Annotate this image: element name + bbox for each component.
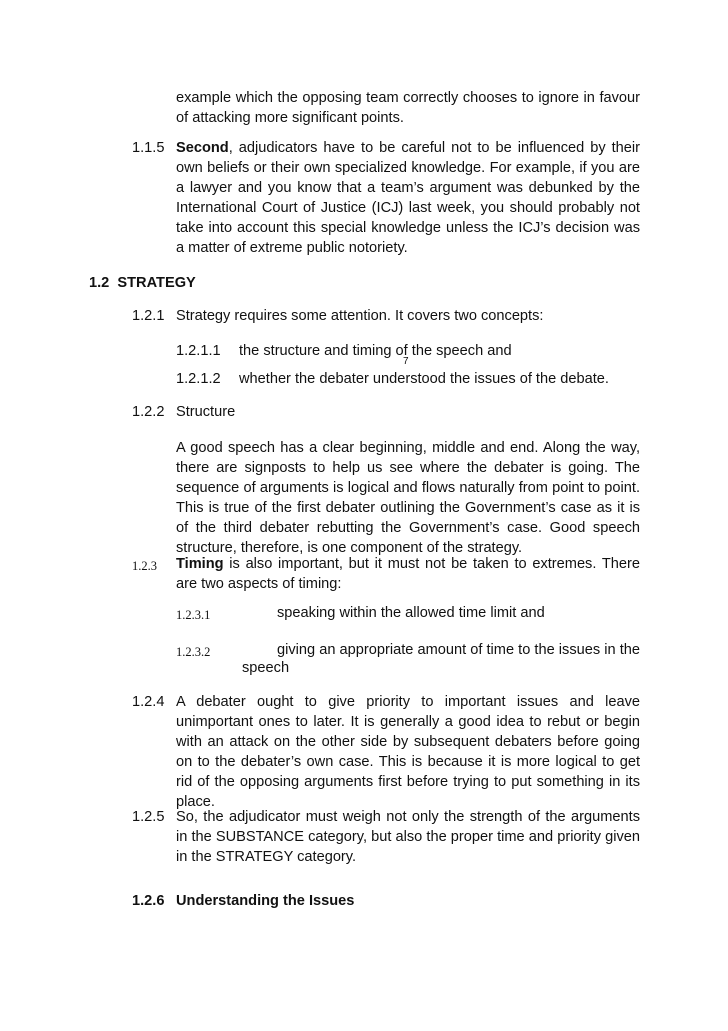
section-heading (89, 273, 196, 293)
subitem-number: 1.2.1.2 (176, 371, 221, 387)
section-1-2-4-paragraph: A debater ought to give priority to important issues and leave unimportant ones to later. It is generally a good idea to rebut or begin with an attack on the other side by subsequent debaters before going on to the debater’s own case. This is because it is more logical to get rid of the opposing arguments first before trying to put something in its place. (176, 694, 640, 810)
lead-word: Second (176, 140, 229, 156)
section-1-2-1-text: Strategy requires some attention. It covers two concepts: (176, 308, 544, 324)
section-1-2-5-paragraph: So, the adjudicator must weigh not only the strength of the arguments in the SUBSTANCE category, but also the proper time and priority given in the STRATEGY category. (176, 809, 640, 865)
section-1-1-5-paragraph (176, 138, 640, 258)
heading-number: 1.2 (89, 275, 110, 291)
subitem-text: speaking within the allowed time limit and (277, 605, 545, 621)
section-title: Structure (176, 404, 236, 420)
subitem-text: giving an appropriate amount of time to the issues in the (277, 642, 640, 658)
page-number: 7 (403, 356, 409, 367)
subitem-text-continuation: speech (242, 660, 290, 676)
section-number: 1.2.6 (132, 893, 165, 909)
subitem-text: the structure and timing of the speech and (239, 343, 512, 359)
lead-word: Timing (176, 556, 224, 572)
subitem-number: 1.2.1.1 (176, 343, 221, 359)
section-title: Understanding the Issues (176, 893, 355, 909)
paragraph-continuation: example which the opposing team correctly chooses to ignore in favour of attacking more significant points. (176, 90, 640, 126)
subitem-number: 1.2.3.1 (176, 608, 211, 622)
section-number: 1.2.3 (132, 559, 157, 573)
heading-title: STRATEGY (117, 275, 196, 291)
subitem-text: whether the debater understood the issues of the debate. (239, 371, 609, 387)
paragraph-text: is also important, but it must not be taken to extremes. There are two aspects of timing: (176, 556, 640, 592)
section-number: 1.2.5 (132, 809, 165, 825)
section-number: 1.2.4 (132, 694, 165, 710)
section-1-2-2-paragraph: A good speech has a clear beginning, middle and end. Along the way, there are signposts to help us see where the debater is going. The sequence of arguments is logical and flows naturally from point to point. This is true of the first debater outlining the Government’s case as it is of the third debater rebutting the Government’s case. Good speech structure, therefore, is one component of the strategy. (176, 440, 640, 556)
subitem-number: 1.2.3.2 (176, 645, 211, 659)
section-number: 1.1.5 (132, 140, 165, 156)
paragraph-text: , adjudicators have to be careful not to be influenced by their own beliefs or their own specialized knowledge. For example, if you are a lawyer and you know that a team’s argument was debunked by the International Court of Justice (ICJ) last week, you should probably not take into account this special knowledge unless the ICJ’s decision was a matter of extreme public notoriety. (176, 140, 640, 256)
section-number: 1.2.2 (132, 404, 165, 420)
section-number: 1.2.1 (132, 308, 165, 324)
section-1-2-3-paragraph (176, 554, 640, 594)
